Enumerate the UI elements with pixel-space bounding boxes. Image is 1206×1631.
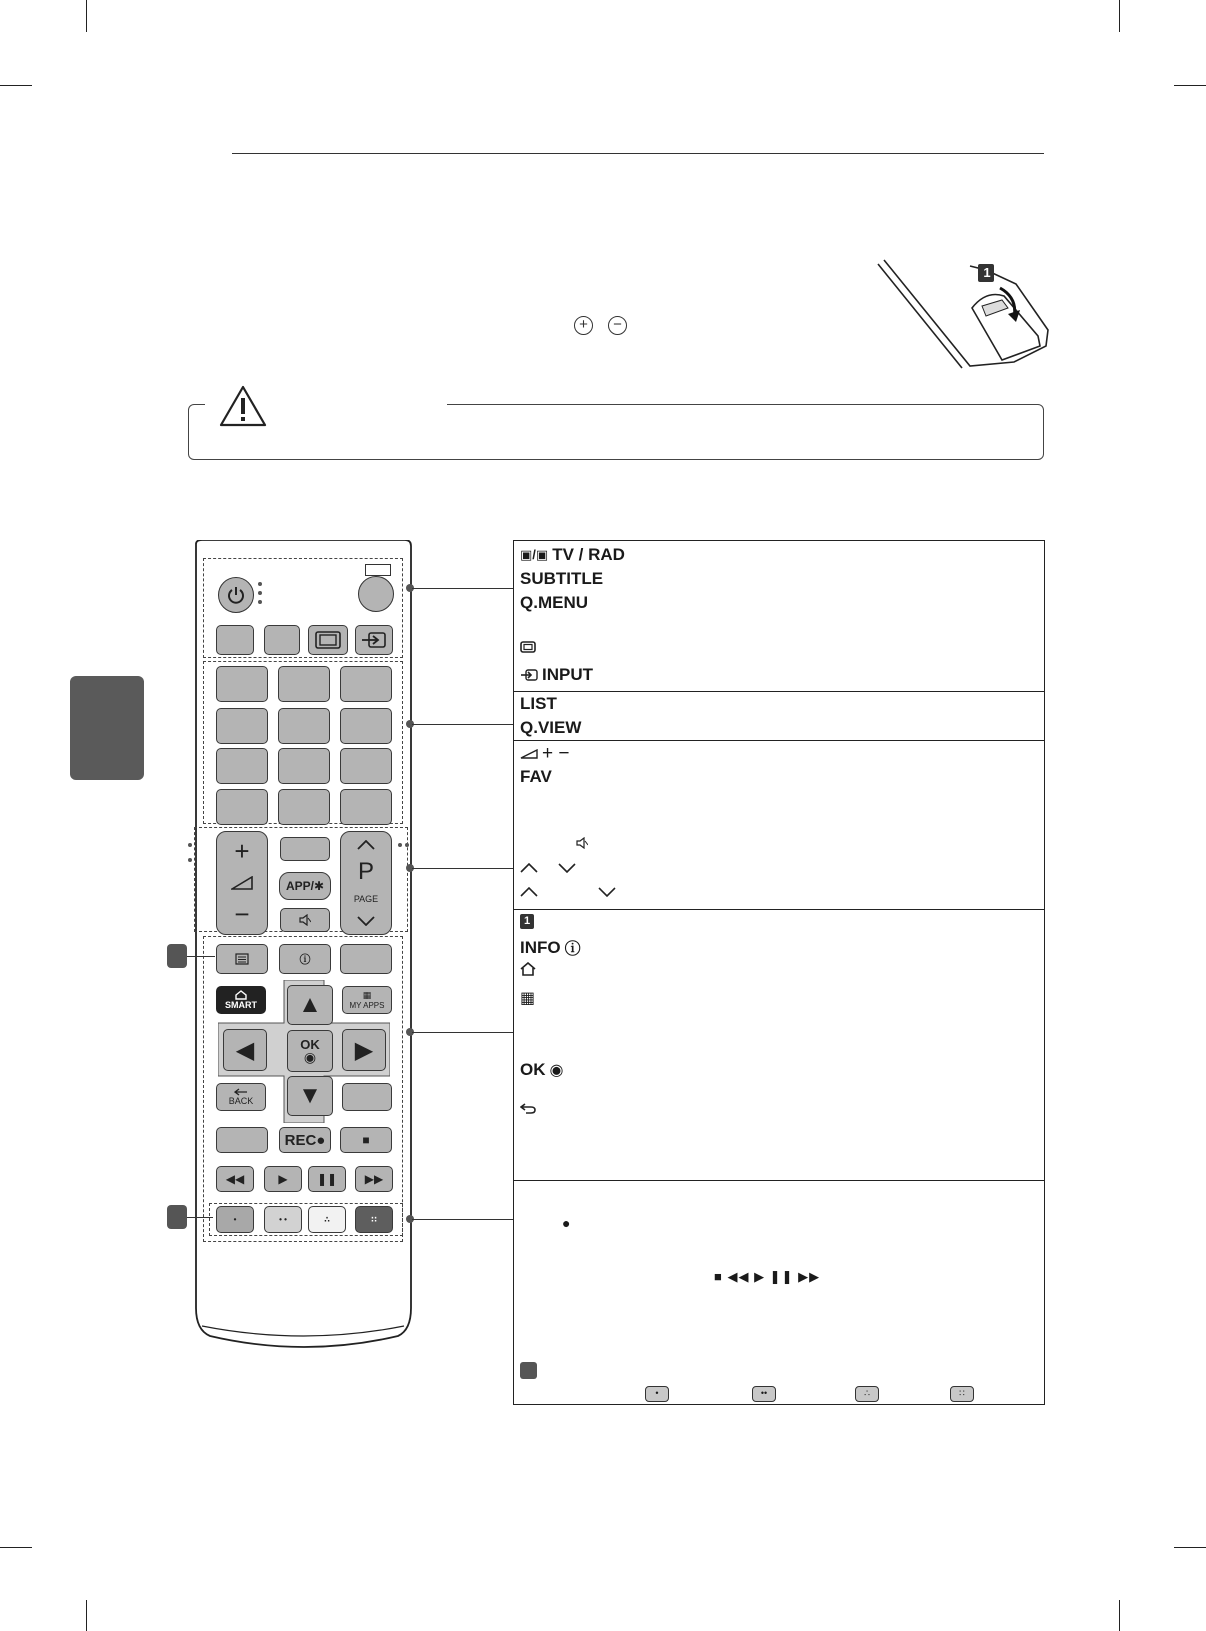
ok-button[interactable] [287,1030,333,1072]
remote-control [190,540,417,1350]
chevron-down-icon [598,887,616,897]
desc-list-label: LIST [520,694,557,713]
yellow-key-icon: ∴ [855,1386,879,1402]
desc-section-top [514,541,1044,692]
teletext-icon [235,953,249,965]
desc-one-badge: 1 [520,914,534,929]
ok-dot-icon: ◉ [303,1049,317,1065]
desc-input-label: INPUT [542,665,593,684]
crop-mark-bottom-right-v [1119,1600,1120,1631]
desc-row-home [520,962,536,976]
desc-info-label: INFO [520,937,561,957]
desc-subtitle-label: SUBTITLE [520,569,604,588]
leader-line [412,588,513,589]
desc-ok-label: OK [520,1060,546,1079]
callout-marker [167,1205,187,1229]
callout-leader [187,956,215,957]
number-key[interactable] [216,666,268,702]
tv-rad-button[interactable] [358,576,394,612]
desc-row-input [520,665,593,685]
number-key[interactable] [216,708,268,744]
desc-row-list [520,694,557,714]
desc-row-transport [714,1269,820,1285]
crop-mark-bottom-left-h [0,1547,32,1548]
led-dot [258,591,262,595]
desc-tv-rad-label: TV / RAD [552,545,625,564]
subtitle-button[interactable] [216,625,254,655]
crop-mark-top-right-h [1174,85,1206,86]
leader-line [412,868,513,869]
qview-button[interactable] [340,789,392,825]
green-key-icon: •• [752,1386,776,1402]
leader-line [412,1219,513,1220]
number-key[interactable] [340,666,392,702]
home-icon [520,962,536,976]
chevron-down-icon [558,863,576,873]
blue-key-icon: ∷ [950,1386,974,1402]
crop-mark-bottom-left-v [86,1600,87,1631]
mute-button[interactable] [280,908,330,932]
battery-callout-number: 1 [983,265,991,280]
desc-row-myapps [520,988,535,1008]
volume-plus-icon: + [234,836,250,867]
desc-row-qview [520,718,581,738]
number-key[interactable] [216,748,268,784]
desc-row-one [520,914,534,929]
power-icon [227,586,245,604]
right-button[interactable]: ▶ [342,1029,386,1071]
battery-cover-illustration [876,256,1050,372]
grid-icon: ▦ [362,990,372,1000]
desc-volume-label: + − [542,743,570,764]
crop-mark-top-left-h [0,85,32,86]
button-description-table [513,540,1045,1405]
desc-row-info [520,936,581,959]
chevron-down-icon [357,916,375,926]
down-button[interactable]: ▼ [287,1076,333,1116]
qmenu-button[interactable] [264,625,300,655]
myapps-label: MY APPS [349,1001,385,1010]
desc-qmenu-label: Q.MENU [520,593,588,612]
info-icon: ⓘ [564,941,581,958]
volume-minus-icon: − [234,898,250,929]
side-dot [188,843,192,847]
desc-row-subtitle [520,569,603,589]
red-key-icon: • [645,1386,669,1402]
pause-button[interactable]: ❚❚ [308,1166,346,1192]
number-key[interactable] [278,708,330,744]
desc-row-channel [520,863,576,873]
fav-button[interactable] [280,837,330,861]
desc-row-back [520,1102,536,1114]
grid-icon: ▦ [520,990,536,1007]
app-button[interactable]: APP/✱ [279,872,331,900]
power-button[interactable] [218,577,254,613]
leader-line [412,1032,513,1033]
desc-transport-icons: ■ ◀◀ ▶ ❚❚ ▶▶ [714,1269,821,1284]
play-button[interactable]: ▶ [264,1166,302,1192]
ratio-icon [520,641,536,653]
input-icon [520,669,538,681]
ratio-button[interactable] [308,625,348,655]
header-rule [232,153,1044,154]
page-rocker[interactable] [340,831,392,935]
callout-leader [187,1217,213,1218]
desc-row-mute [576,837,588,849]
mute-icon [299,914,311,926]
desc-row-ok [520,1060,563,1080]
chevron-up-icon [520,887,538,897]
number-key[interactable] [278,789,330,825]
teletext-button[interactable] [216,944,268,974]
rec-button[interactable]: REC● [279,1127,331,1153]
leader-line [412,724,513,725]
volume-rocker[interactable] [216,831,268,935]
fast-forward-button[interactable]: ▶▶ [355,1166,393,1192]
desc-rec-dot: ● [562,1215,571,1231]
desc-fav-label: FAV [520,767,552,786]
volume-icon [520,749,538,759]
back-button[interactable] [216,1083,266,1111]
desc-section-numbers [514,692,1044,741]
side-dot [398,843,402,847]
green-key[interactable]: • • [264,1206,302,1233]
callout-marker [167,944,187,968]
input-icon [361,631,387,649]
exit-button[interactable] [342,1083,392,1111]
side-dot [405,843,409,847]
ratio-icon [315,631,341,649]
side-dot [188,858,192,862]
number-key[interactable] [216,789,268,825]
desc-row-volume [520,743,569,765]
polarity-minus-icon: − [608,316,627,335]
up-button[interactable]: ▲ [287,985,333,1025]
red-key[interactable]: • [216,1206,254,1233]
desc-row-ratio [520,641,536,653]
chevron-up-icon [357,840,375,850]
desc-row-page [520,887,616,897]
rewind-button[interactable]: ◀◀ [216,1166,254,1192]
stop-button[interactable]: ■ [340,1127,392,1153]
number-key[interactable] [340,708,392,744]
desc-section-playback [514,1181,1044,1405]
blue-key[interactable]: ∷ [355,1206,393,1233]
desc-row-fav [520,767,552,787]
page-label: PAGE [353,894,379,904]
smart-label: SMART [225,1000,257,1010]
number-key[interactable] [278,666,330,702]
yellow-key[interactable]: ∴ [308,1206,346,1233]
desc-qview-label: Q.VIEW [520,718,582,737]
ok-label: OK [300,1037,320,1052]
volume-icon [231,876,253,890]
info-button[interactable]: ⓘ [279,944,331,974]
desc-section-volume [514,741,1044,910]
back-label: BACK [228,1096,254,1106]
live-tv-button[interactable] [216,1127,268,1153]
number-key[interactable] [278,748,330,784]
page-p-label: P [357,858,374,885]
desc-section-navigation [514,910,1044,1181]
led-dot [258,582,262,586]
caution-box [188,404,1044,460]
desc-row-qmenu [520,593,588,613]
desc-row-tv-rad [520,545,625,565]
polarity-plus-icon: + [574,316,593,335]
chevron-up-icon [520,863,538,873]
input-button[interactable] [355,625,393,655]
desc-row-marker [520,1362,537,1379]
left-button[interactable]: ◀ [223,1029,267,1071]
chapter-tab [70,676,144,780]
list-button[interactable] [340,748,392,784]
led-dot [258,600,262,604]
tv-guide-button[interactable] [340,944,392,974]
mute-icon [576,837,588,849]
back-arrow-icon [234,1088,248,1096]
crop-mark-top-right-v [1119,0,1120,32]
ok-dot-icon: ◉ [549,1062,564,1079]
warning-triangle-icon [218,384,268,428]
back-arrow-icon [520,1102,536,1114]
desc-row-rec [562,1215,570,1231]
callout-marker-small [520,1362,537,1379]
crop-mark-bottom-right-h [1174,1547,1206,1548]
tv-rad-icon [365,564,391,576]
tv-rad-icon: ▣/▣ [520,547,549,562]
crop-mark-top-left-v [86,0,87,32]
